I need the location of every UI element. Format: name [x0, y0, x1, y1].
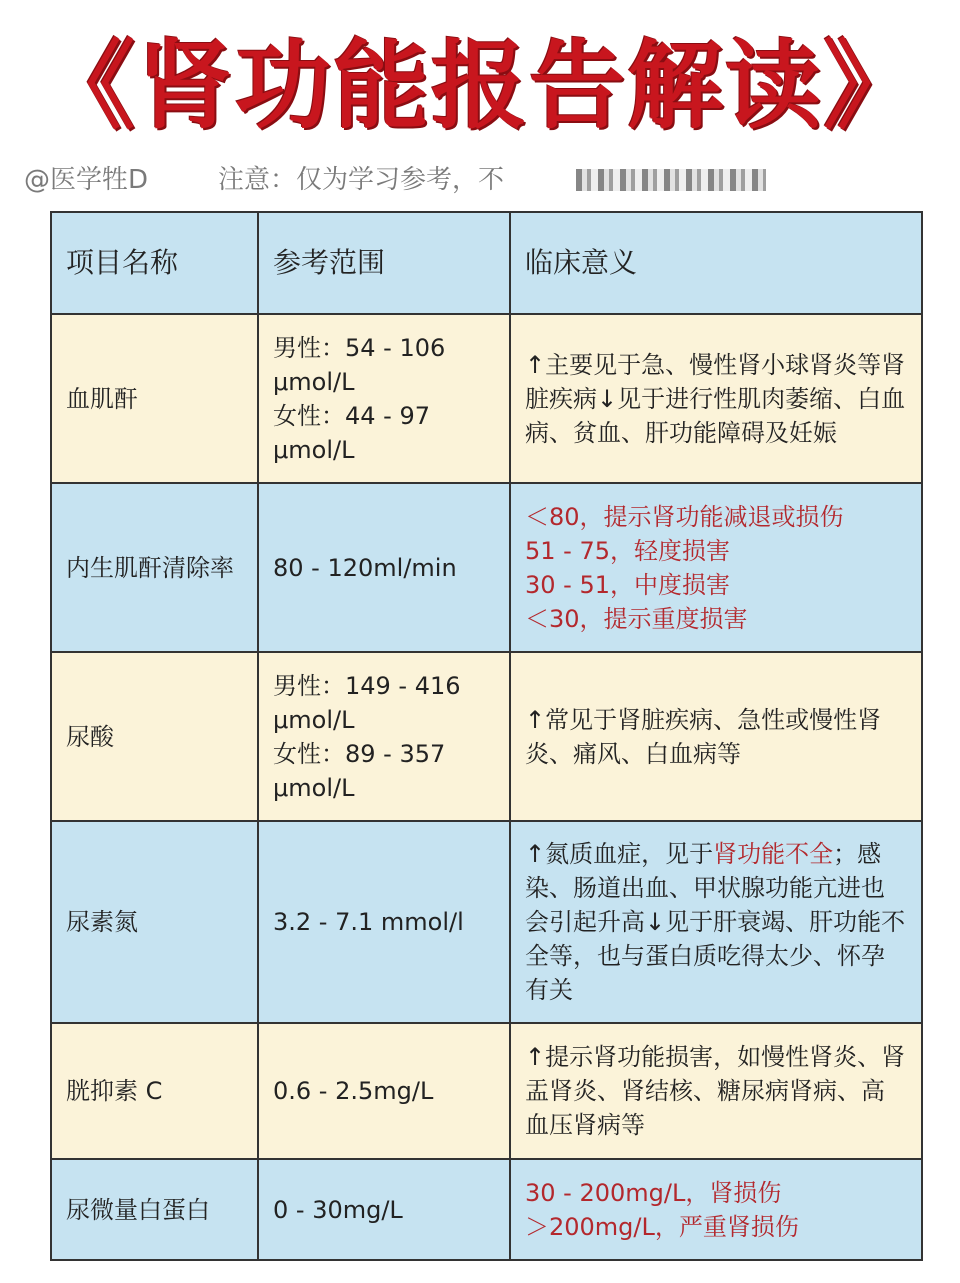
reference-range	[258, 1159, 510, 1260]
meaning-text: ↑氮质血症，见于	[525, 840, 714, 868]
item-name: 尿素氮	[51, 821, 258, 1023]
header-item-name: 项目名称	[51, 212, 258, 314]
clinical-meaning	[510, 483, 922, 652]
range-line: 男性：54 - 106	[273, 333, 446, 362]
meaning-text: ↑主要见于急、慢性肾小球肾炎等肾脏疾病↓见于进行性肌肉萎缩、白血病、贫血、肝功能障碍及妊娠	[525, 350, 906, 447]
meaning-text: 51 - 75，轻度损害	[525, 536, 730, 565]
range-line: 0.6 - 2.5mg/L	[273, 1077, 434, 1105]
table-row	[51, 314, 922, 483]
item-name: 尿微量白蛋白	[51, 1159, 258, 1260]
range-line: μmol/L	[273, 705, 355, 734]
meaning-text: ＞200mg/L，严重肾损伤	[525, 1212, 799, 1241]
table-row	[51, 821, 922, 1023]
range-line: 男性：149 - 416	[273, 671, 461, 700]
table-header-row	[51, 212, 922, 314]
meaning-text-highlight: 肾功能不全	[713, 840, 834, 868]
meaning-text: ＜80，提示肾功能减退或损伤	[525, 502, 844, 531]
reference-range	[258, 652, 510, 821]
reference-range	[258, 314, 510, 483]
header-reference-range: 参考范围	[258, 212, 510, 314]
reference-range	[258, 1023, 510, 1159]
reference-range	[258, 483, 510, 652]
header-clinical-meaning: 临床意义	[510, 212, 922, 314]
meaning-text: 30 - 51，中度损害	[525, 570, 730, 599]
clinical-meaning	[510, 821, 922, 1023]
range-line: 女性：44 - 97	[273, 401, 430, 430]
redacted-text	[576, 169, 766, 191]
range-line: 80 - 120ml/min	[273, 553, 457, 582]
range-line: 女性：89 - 357	[273, 739, 446, 768]
meaning-text: ＜30，提示重度损害	[525, 604, 748, 633]
meaning-text: ；感染、肠道出血、甲状腺功能亢进也会引起升高↓见于肝衰竭、肝功能不全等，也与蛋白质吃得太少、怀孕有关	[525, 840, 906, 1004]
byline	[24, 155, 954, 201]
table-row	[51, 1023, 922, 1159]
item-name: 内生肌酐清除率	[51, 483, 258, 652]
range-line: μmol/L	[273, 367, 355, 396]
range-line: μmol/L	[273, 773, 355, 802]
item-name: 胱抑素 C	[51, 1023, 258, 1159]
range-line: μmol/L	[273, 435, 355, 464]
meaning-text: ↑常见于肾脏疾病、急性或慢性肾炎、痛风、白血病等	[525, 705, 882, 768]
meaning-text: ↑提示肾功能损害，如慢性肾炎、肾盂肾炎、肾结核、糖尿病肾病、高血压肾病等	[525, 1043, 906, 1139]
author-handle: @医学牲D	[24, 165, 149, 195]
range-line: 0 - 30mg/L	[273, 1195, 403, 1224]
clinical-meaning	[510, 1159, 922, 1260]
table-row	[51, 652, 922, 821]
meaning-text: 30 - 200mg/L，肾损伤	[525, 1178, 782, 1207]
clinical-meaning	[510, 1023, 922, 1159]
page-title: 《肾功能报告解读》	[39, 30, 921, 142]
disclaimer-note: 注意：仅为学习参考，不	[218, 165, 505, 195]
range-line: 3.2 - 7.1 mmol/l	[273, 908, 464, 936]
item-name: 尿酸	[51, 652, 258, 821]
table-row	[51, 1159, 922, 1260]
table-row	[51, 483, 922, 652]
reference-range	[258, 821, 510, 1023]
clinical-meaning	[510, 652, 922, 821]
clinical-meaning	[510, 314, 922, 483]
item-name: 血肌酐	[51, 314, 258, 483]
kidney-report-table	[50, 211, 923, 1261]
